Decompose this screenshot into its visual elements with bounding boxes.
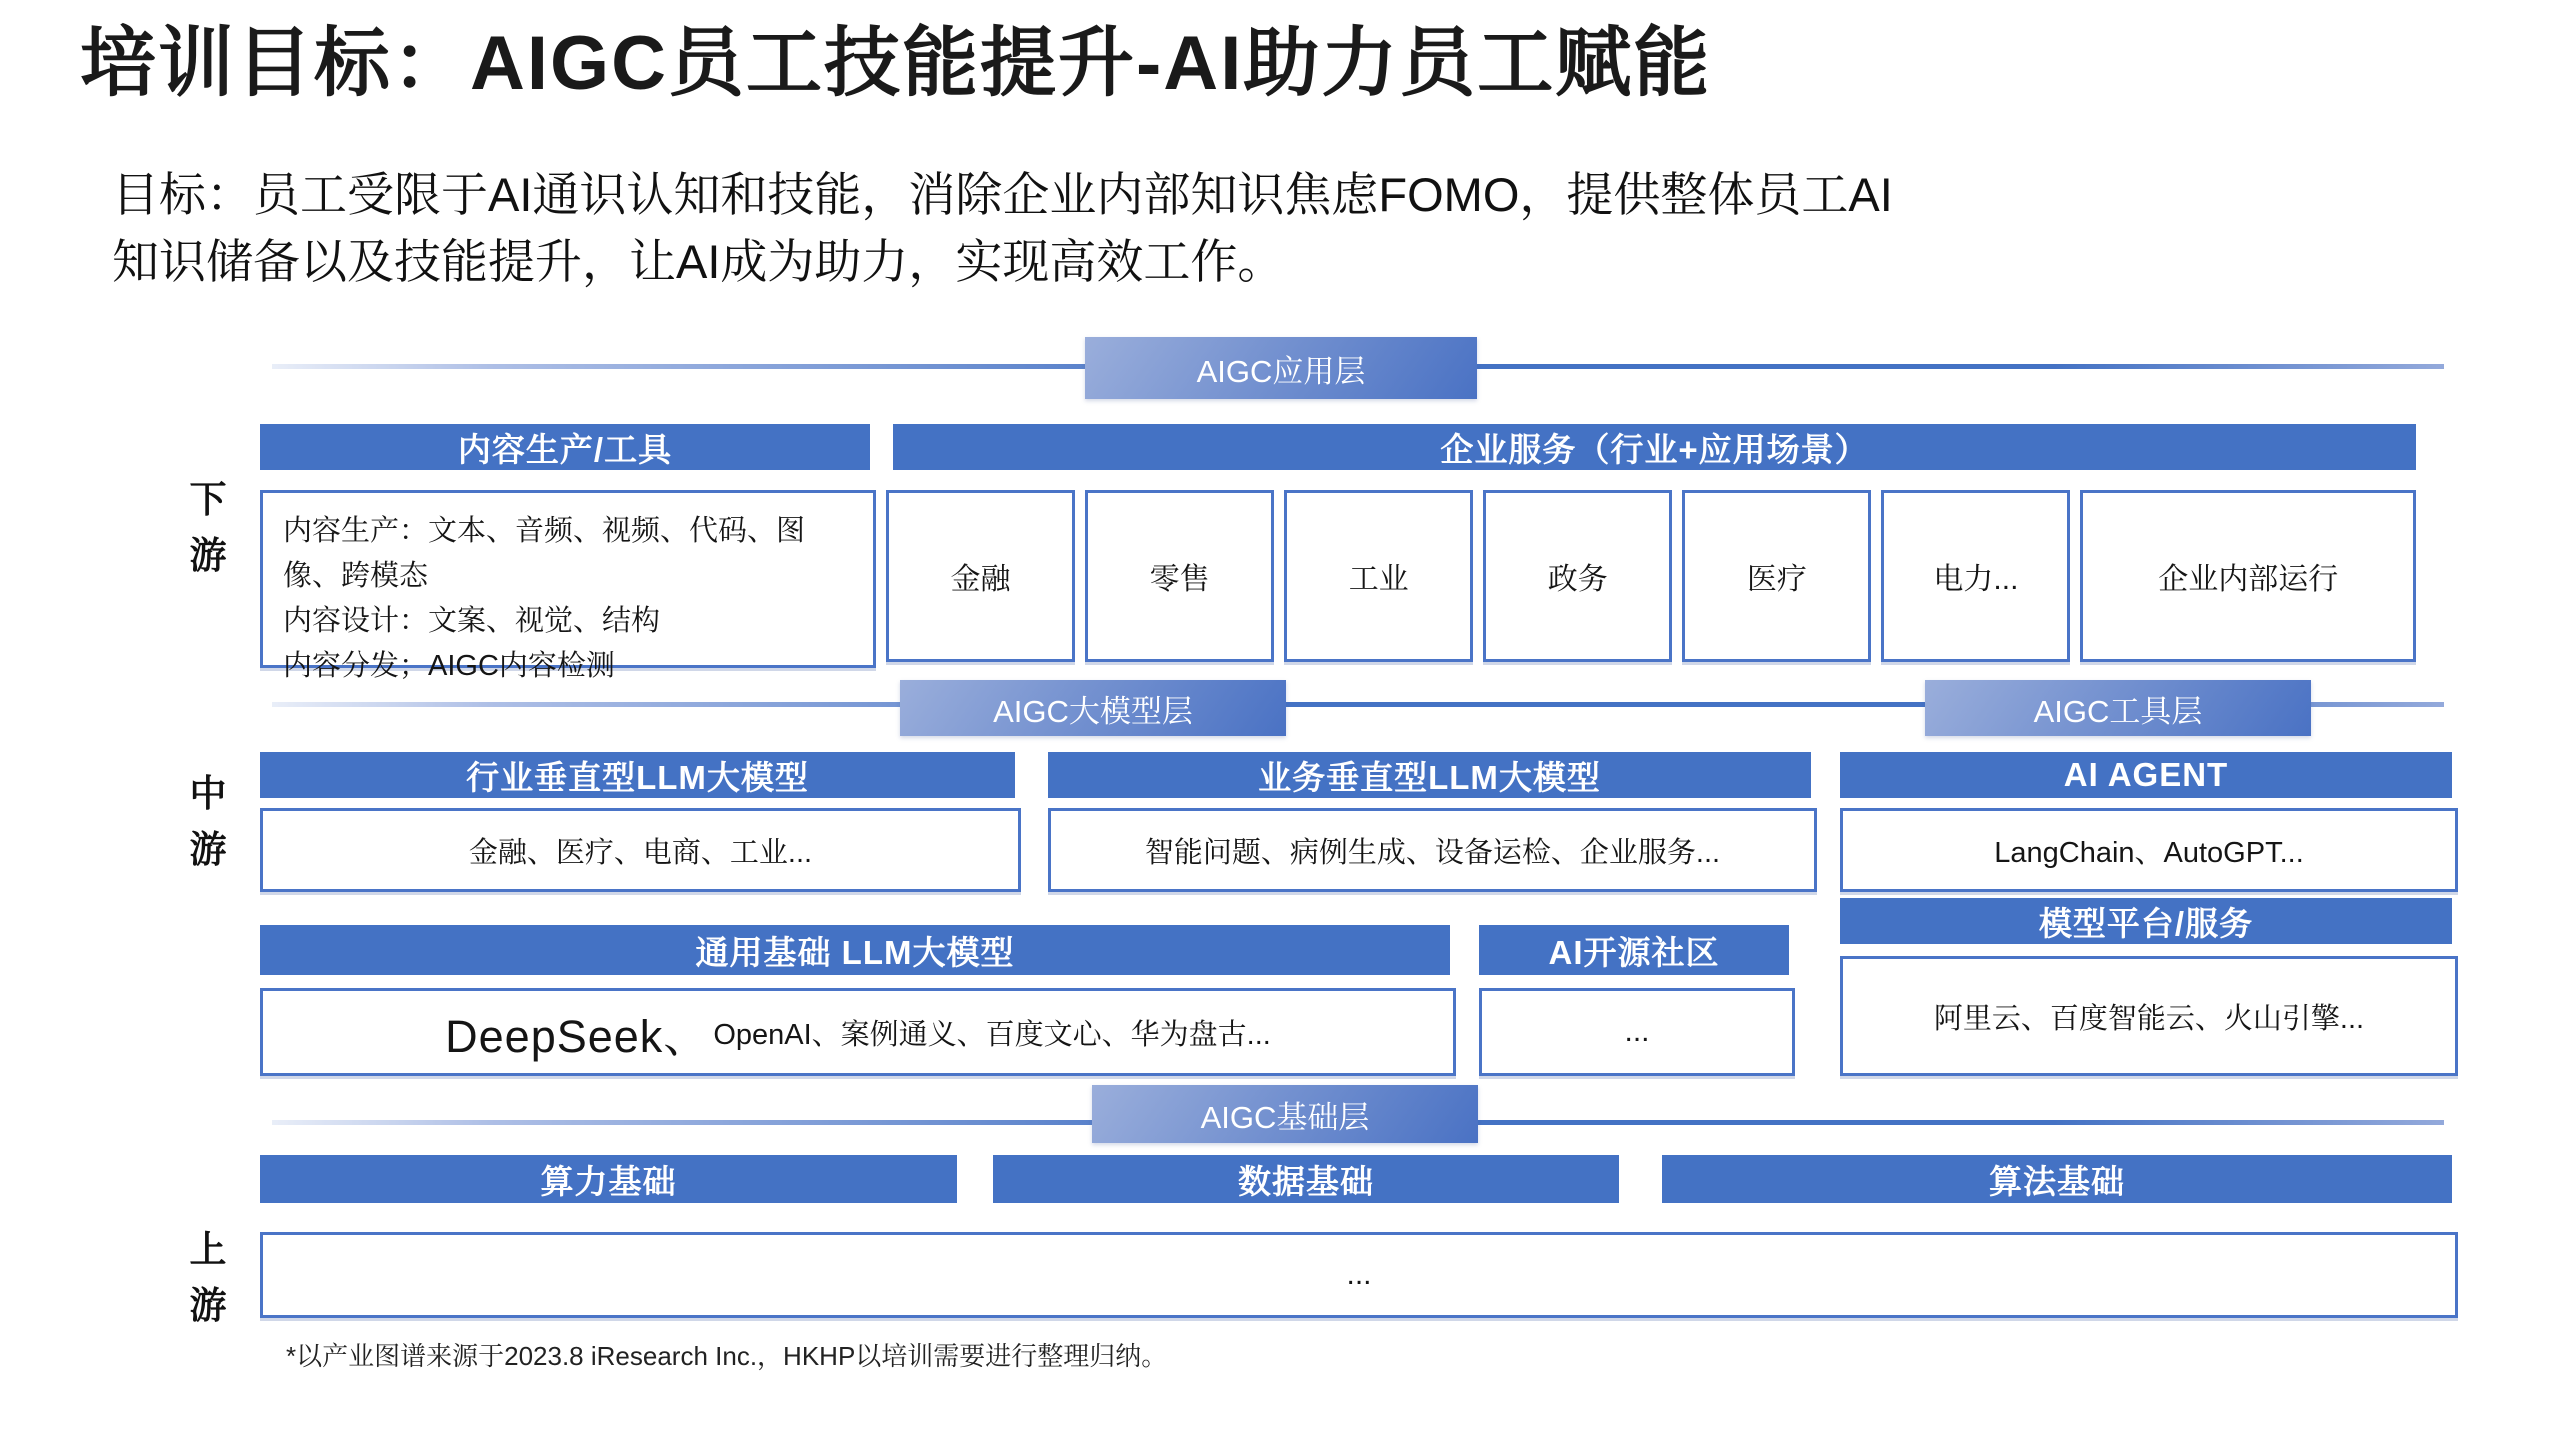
stage-label-upstream: 上游 [189, 1229, 227, 1326]
general-llm-header: 通用基础 LLM大模型 [260, 925, 1450, 975]
objective-text [112, 162, 2232, 295]
industry-llm-header: 行业垂直型LLM大模型 [260, 752, 1015, 798]
open-source-header: AI开源社区 [1479, 925, 1789, 975]
algorithm-foundation-header: 算法基础 [1662, 1155, 2452, 1203]
business-llm-box: 智能问题、病例生成、设备运检、企业服务... [1048, 808, 1817, 892]
content-line-distribution: 内容分发；AIGC内容检测 [283, 649, 615, 682]
general-llm-rest: OpenAI、案例通义、百度文心、华为盘古... [713, 1018, 1271, 1051]
stage-label-downstream: 下游 [189, 479, 227, 576]
foundation-layer-band: AIGC基础层 [1092, 1085, 1478, 1143]
content-line-production: 内容生产：文本、音频、视频、代码、图像、跨模态 [283, 515, 806, 592]
content-production-box [260, 490, 876, 682]
general-llm-lead: DeepSeek、 [445, 1010, 710, 1062]
industry-retail: 零售 [1085, 490, 1274, 662]
industry-power: 电力... [1881, 490, 2070, 662]
industry-finance: 金融 [886, 490, 1075, 662]
industry-llm-box: 金融、医疗、电商、工业... [260, 808, 1021, 892]
application-layer-band: AIGC应用层 [1085, 337, 1477, 399]
industry-boxes [886, 490, 2416, 662]
ai-agent-box: LangChain、AutoGPT... [1840, 808, 2458, 892]
industry-manufacturing: 工业 [1284, 490, 1473, 662]
enterprise-services-header: 企业服务（行业+应用场景） [893, 424, 2416, 470]
model-layer-band: AIGC大模型层 [900, 680, 1286, 736]
ai-agent-header: AI AGENT [1840, 752, 2452, 798]
objective-line-1: 目标：员工受限于AI通识认知和技能，消除企业内部知识焦虑FOMO，提供整体员工AI [112, 168, 1893, 221]
tool-layer-band: AIGC工具层 [1925, 680, 2311, 736]
compute-foundation-header: 算力基础 [260, 1155, 957, 1203]
content-line-design: 内容设计：文案、视觉、结构 [283, 604, 661, 637]
source-footnote: *以产业图谱来源于2023.8 iResearch Inc.，HKHP以培训需要进行整理归纳。 [286, 1341, 1168, 1371]
open-source-box: ... [1479, 988, 1795, 1076]
content-production-lines [263, 493, 873, 705]
industry-enterprise-internal: 企业内部运行 [2080, 490, 2416, 662]
industry-medical: 医疗 [1682, 490, 1871, 662]
data-foundation-header: 数据基础 [993, 1155, 1619, 1203]
stage-label-midstream: 中游 [189, 773, 227, 870]
general-llm-box [260, 988, 1456, 1076]
content-production-header: 内容生产/工具 [260, 424, 870, 470]
general-llm-content [445, 1000, 1271, 1065]
objective-line-2: 知识储备以及技能提升，让AI成为助力，实现高效工作。 [112, 234, 1285, 288]
industry-government: 政务 [1483, 490, 1672, 662]
model-platform-box: 阿里云、百度智能云、火山引擎... [1840, 956, 2458, 1076]
upstream-content-box: ... [260, 1232, 2458, 1318]
business-llm-header: 业务垂直型LLM大模型 [1048, 752, 1811, 798]
page-title: 培训目标：AIGC员工技能提升-AI助力员工赋能 [80, 21, 1712, 106]
model-platform-header: 模型平台/服务 [1840, 898, 2452, 944]
